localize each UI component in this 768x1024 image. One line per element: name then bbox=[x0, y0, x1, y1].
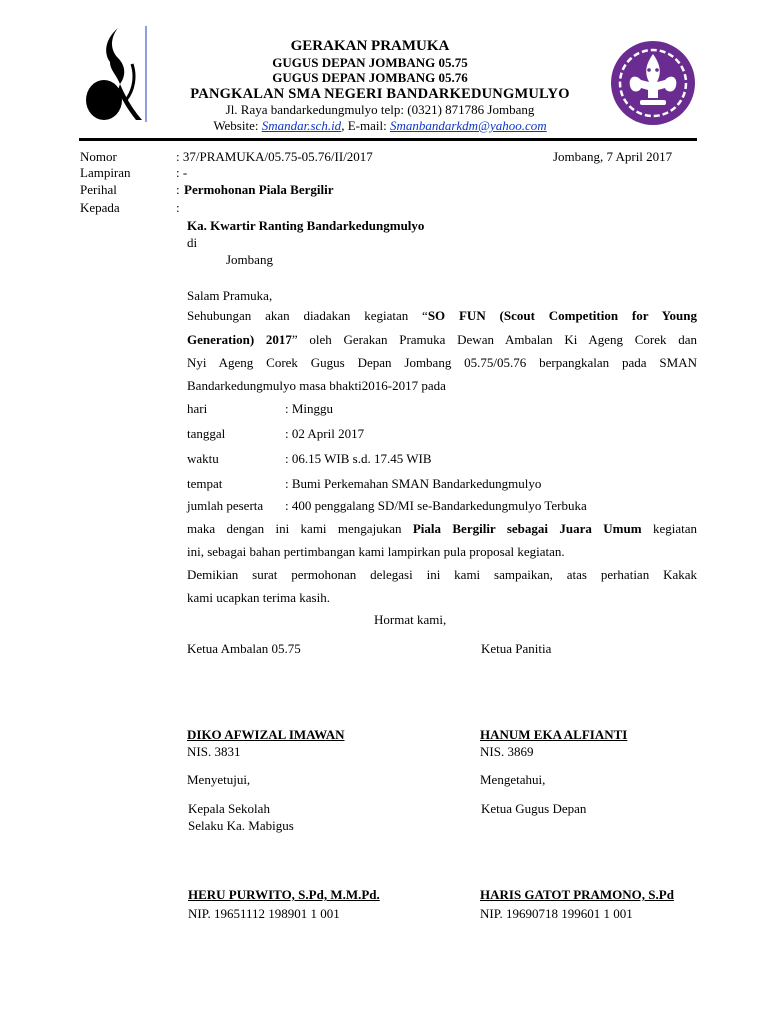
body-line-1-text: Sehubungan akan diadakan kegiatan “ bbox=[187, 308, 428, 323]
left-role-1: Kepala Sekolah bbox=[188, 801, 270, 816]
perihal-colon: : bbox=[176, 182, 180, 197]
perihal-label: Perihal bbox=[80, 182, 117, 197]
request-line-2: ini, sebagai bahan pertimbangan kami lampirkan pula proposal kegiatan. bbox=[187, 544, 565, 559]
body-line-1 bbox=[187, 308, 697, 324]
body-line-2-text: ” oleh Gerakan Pramuka Dewan Ambalan Ki Ageng Corek dan bbox=[291, 332, 697, 347]
recipient-city: Jombang bbox=[226, 252, 273, 267]
recipient-di: di bbox=[187, 235, 198, 250]
detail-tempat-label: tempat bbox=[187, 476, 223, 491]
gudep-nip: NIP. 19690718 199601 1 001 bbox=[480, 906, 633, 921]
perihal-value: Permohonan Piala Bergilir bbox=[184, 182, 334, 197]
gudep-line-1: GUGUS DEPAN JOMBANG 05.75 bbox=[272, 55, 468, 70]
nomor-value: : 37/PRAMUKA/05.75-05.76/II/2017 bbox=[176, 149, 373, 164]
nomor-label: Nomor bbox=[80, 149, 117, 164]
base-line: PANGKALAN SMA NEGERI BANDARKEDUNGMULYO bbox=[190, 86, 570, 102]
detail-waktu-label: waktu bbox=[187, 451, 219, 466]
detail-tanggal-value: : 02 April 2017 bbox=[285, 426, 365, 441]
address-line: Jl. Raya bandarkedungmulyo telp: (0321) 871786 Jombang bbox=[225, 102, 535, 117]
contact-line bbox=[170, 118, 590, 134]
greeting: Salam Pramuka, bbox=[187, 288, 273, 303]
sign-right-id: NIS. 3869 bbox=[480, 744, 534, 759]
sign-left-name: DIKO AFWIZAL IMAWAN bbox=[187, 727, 345, 742]
website-label: Website: bbox=[213, 118, 259, 133]
detail-tempat-value: : Bumi Perkemahan SMAN Bandarkedungmulyo bbox=[285, 476, 542, 491]
lampiran-value: : - bbox=[176, 165, 188, 180]
right-role-1: Ketua Gugus Depan bbox=[481, 801, 587, 816]
request-item: Piala Bergilir sebagai Juara Umum bbox=[412, 521, 642, 536]
gudep-name: HARIS GATOT PRAMONO, S.Pd bbox=[480, 887, 674, 902]
kepada-label: Kepada bbox=[80, 200, 120, 215]
detail-tanggal-label: tanggal bbox=[187, 426, 226, 441]
email-label: , E-mail: bbox=[341, 118, 387, 133]
sign-left-title: Ketua Ambalan 05.75 bbox=[187, 641, 301, 656]
website-link[interactable]: Smandar.sch.id bbox=[261, 118, 342, 133]
kepada-value: : bbox=[176, 200, 180, 215]
detail-waktu-value: : 06.15 WIB s.d. 17.45 WIB bbox=[285, 451, 432, 466]
sign-left-id: NIS. 3831 bbox=[187, 744, 241, 759]
detail-hari-label: hari bbox=[187, 401, 208, 416]
org-title: GERAKAN PRAMUKA bbox=[290, 38, 450, 54]
lampiran-label: Lampiran bbox=[80, 165, 131, 180]
header-divider bbox=[79, 138, 697, 141]
head-name: HERU PURWITO, S.Pd, M.M.Pd. bbox=[188, 887, 380, 902]
request-text-post: kegiatan bbox=[641, 521, 697, 536]
detail-peserta-value: : 400 penggalang SD/MI se-Bandarkedungmulyo Terbuka bbox=[285, 498, 587, 513]
world-scout-emblem bbox=[610, 40, 696, 126]
body-line-4: Bandarkedungmulyo masa bhakti2016-2017 pada bbox=[187, 378, 446, 393]
body-line-2 bbox=[187, 332, 697, 348]
event-name-part-1: SO FUN (Scout Competition for Young bbox=[427, 308, 697, 323]
left-role-2: Selaku Ka. Mabigus bbox=[188, 818, 294, 833]
head-nip: NIP. 19651112 198901 1 001 bbox=[188, 906, 340, 921]
sign-right-title: Ketua Panitia bbox=[481, 641, 552, 656]
event-name-part-2: Generation) 2017 bbox=[187, 332, 292, 347]
detail-peserta-label: jumlah peserta bbox=[187, 498, 264, 513]
approve-left: Menyetujui, bbox=[187, 772, 251, 787]
body-line-3: Nyi Ageng Corek Gugus Depan Jombang 05.75/05.76 berpangkalan pada SMAN bbox=[187, 355, 697, 370]
recipient-name: Ka. Kwartir Ranting Bandarkedungmulyo bbox=[187, 218, 425, 233]
approve-right: Mengetahui, bbox=[480, 772, 546, 787]
request-text-pre: maka dengan ini kami mengajukan bbox=[187, 521, 413, 536]
letter-date: Jombang, 7 April 2017 bbox=[553, 149, 673, 164]
detail-hari-value: : Minggu bbox=[285, 401, 334, 416]
email-link[interactable]: Smanbandarkdm@yahoo.com bbox=[389, 118, 547, 133]
tunas-kelapa-logo bbox=[80, 24, 152, 124]
gudep-line-2: GUGUS DEPAN JOMBANG 05.76 bbox=[272, 70, 468, 85]
request-line-1 bbox=[187, 521, 697, 537]
closing-line-2: kami ucapkan terima kasih. bbox=[187, 590, 330, 605]
closing-line-1: Demikian surat permohonan delegasi ini kami sampaikan, atas perhatian Kakak bbox=[187, 567, 697, 582]
hormat-kami: Hormat kami, bbox=[374, 612, 447, 627]
sign-right-name: HANUM EKA ALFIANTI bbox=[480, 727, 628, 742]
